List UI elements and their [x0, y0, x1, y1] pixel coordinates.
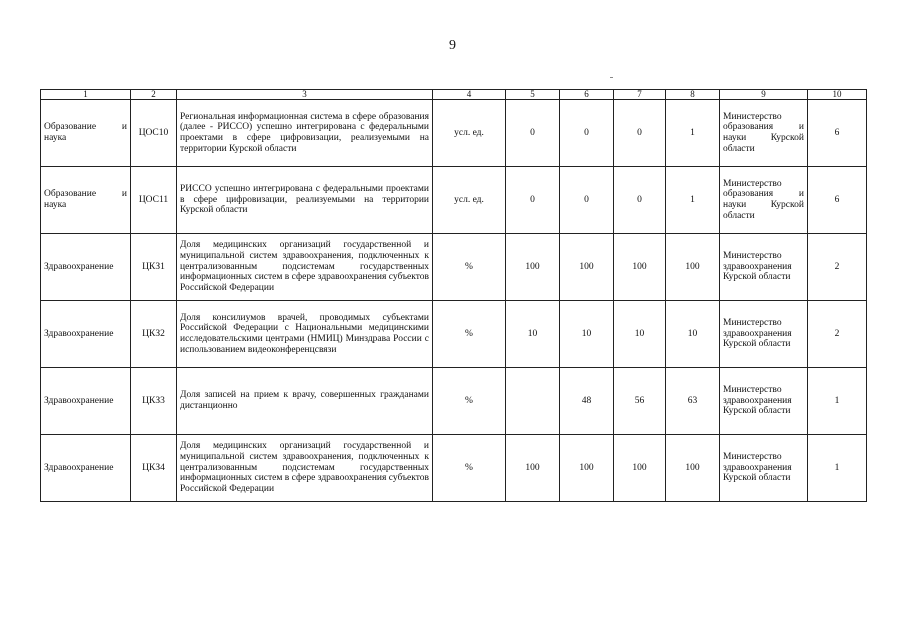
unit-cell: %	[433, 234, 506, 301]
responsible-line: Курской области	[723, 272, 791, 283]
value-col-6-cell: 0	[560, 100, 614, 167]
table-row	[41, 167, 867, 234]
responsible-line: науки Курской	[723, 200, 804, 210]
header-col-2: 2	[131, 90, 177, 100]
description-cell: Региональная информационная система в сфере образования (далее - РИССО) успешно интегрирована с федеральными проектами в сфере цифровизации, реализуемыми на территории Курской области	[177, 100, 433, 167]
header-col-8: 8	[666, 90, 720, 100]
responsible-line: Курской области	[723, 473, 791, 484]
sector-cell: Здравоохранение	[41, 301, 131, 368]
col-10-cell: 1	[808, 368, 867, 435]
unit-cell: усл. ед.	[433, 100, 506, 167]
header-col-6: 6	[560, 90, 614, 100]
table-row	[41, 435, 867, 502]
code-cell: ЦКЗ2	[131, 301, 177, 368]
description-cell: Доля записей на прием к врачу, совершенных гражданами дистанционно	[177, 368, 433, 435]
sector-cell: Здравоохранение	[41, 435, 131, 502]
header-col-4: 4	[433, 90, 506, 100]
responsible-line: здравоохранения	[723, 261, 792, 272]
responsible-line: науки Курской	[723, 133, 804, 143]
responsible-line: образования и	[723, 122, 804, 133]
header-col-3: 3	[177, 90, 433, 100]
description-cell: Доля консилиумов врачей, проводимых субъектами Российской Федерации с Национальными медицинскими исследовательскими центрами (НМИЦ) Минздрава России с использованием видеоконференцсвязи	[177, 301, 433, 368]
sector-cell: Образование и наука	[41, 100, 131, 167]
responsible-line: области	[723, 210, 755, 221]
responsible-cell	[720, 234, 808, 301]
responsible-line: Курской области	[723, 406, 791, 417]
code-cell: ЦОС11	[131, 167, 177, 234]
responsible-line: Министерство	[723, 385, 782, 396]
value-col-7-cell: 56	[614, 368, 666, 435]
value-col-7-cell: 0	[614, 100, 666, 167]
col-10-cell: 2	[808, 301, 867, 368]
value-col-5-cell: 100	[506, 234, 560, 301]
responsible-line: Министерство	[723, 318, 782, 329]
value-col-8-cell: 100	[666, 234, 720, 301]
responsible-line: здравоохранения	[723, 462, 792, 473]
code-cell: ЦОС10	[131, 100, 177, 167]
code-cell: ЦКЗ1	[131, 234, 177, 301]
description-cell: Доля медицинских организаций государственной и муниципальной систем здравоохранения, подключенных к централизованным подсистемам государственных информационных систем в сфере здравоохранения субъектов Российской Федерации	[177, 435, 433, 502]
value-col-8-cell: 1	[666, 167, 720, 234]
header-row	[41, 90, 867, 100]
value-col-5-cell: 0	[506, 167, 560, 234]
table-row	[41, 100, 867, 167]
responsible-line: Министерство	[723, 452, 782, 463]
value-col-6-cell: 0	[560, 167, 614, 234]
value-col-6-cell: 100	[560, 435, 614, 502]
responsible-cell	[720, 301, 808, 368]
unit-cell: %	[433, 368, 506, 435]
responsible-line: области	[723, 143, 755, 154]
header-col-5: 5	[506, 90, 560, 100]
responsible-line: здравоохранения	[723, 328, 792, 339]
description-cell: Доля медицинских организаций государственной и муниципальной систем здравоохранения, подключенных к централизованным подсистемам государственных информационных систем в сфере здравоохранения субъектов Российской Федерации	[177, 234, 433, 301]
header-col-1: 1	[41, 90, 131, 100]
responsible-line: Курской области	[723, 339, 791, 350]
code-cell: ЦКЗ3	[131, 368, 177, 435]
responsible-line: Министерство	[723, 178, 782, 189]
value-col-5-cell	[506, 368, 560, 435]
table-row	[41, 301, 867, 368]
responsible-cell	[720, 435, 808, 502]
table-row	[41, 234, 867, 301]
table-body	[41, 100, 867, 502]
scan-artifact	[610, 77, 613, 78]
col-10-cell: 2	[808, 234, 867, 301]
value-col-5-cell: 10	[506, 301, 560, 368]
col-10-cell: 6	[808, 100, 867, 167]
value-col-8-cell: 63	[666, 368, 720, 435]
header-col-9: 9	[720, 90, 808, 100]
col-10-cell: 1	[808, 435, 867, 502]
value-col-8-cell: 100	[666, 435, 720, 502]
indicators-table	[40, 89, 867, 502]
responsible-cell	[720, 167, 808, 234]
value-col-6-cell: 10	[560, 301, 614, 368]
sector-cell: Образование и наука	[41, 167, 131, 234]
responsible-cell	[720, 368, 808, 435]
sector-cell: Здравоохранение	[41, 368, 131, 435]
table-row	[41, 368, 867, 435]
col-10-cell: 6	[808, 167, 867, 234]
responsible-line: здравоохранения	[723, 395, 792, 406]
header-col-10: 10	[808, 90, 867, 100]
header-col-7: 7	[614, 90, 666, 100]
responsible-line: образования и	[723, 189, 804, 200]
unit-cell: %	[433, 435, 506, 502]
responsible-line: Министерство	[723, 251, 782, 262]
value-col-7-cell: 10	[614, 301, 666, 368]
value-col-6-cell: 100	[560, 234, 614, 301]
value-col-7-cell: 100	[614, 234, 666, 301]
code-cell: ЦКЗ4	[131, 435, 177, 502]
value-col-5-cell: 100	[506, 435, 560, 502]
value-col-8-cell: 10	[666, 301, 720, 368]
responsible-line: Министерство	[723, 111, 782, 122]
value-col-7-cell: 0	[614, 167, 666, 234]
description-cell: РИССО успешно интегрирована с федеральными проектами в сфере цифровизации, реализуемыми на территории Курской области	[177, 167, 433, 234]
unit-cell: %	[433, 301, 506, 368]
unit-cell: усл. ед.	[433, 167, 506, 234]
responsible-cell	[720, 100, 808, 167]
value-col-8-cell: 1	[666, 100, 720, 167]
value-col-5-cell: 0	[506, 100, 560, 167]
value-col-6-cell: 48	[560, 368, 614, 435]
page-number: 9	[449, 38, 456, 53]
value-col-7-cell: 100	[614, 435, 666, 502]
sector-cell: Здравоохранение	[41, 234, 131, 301]
